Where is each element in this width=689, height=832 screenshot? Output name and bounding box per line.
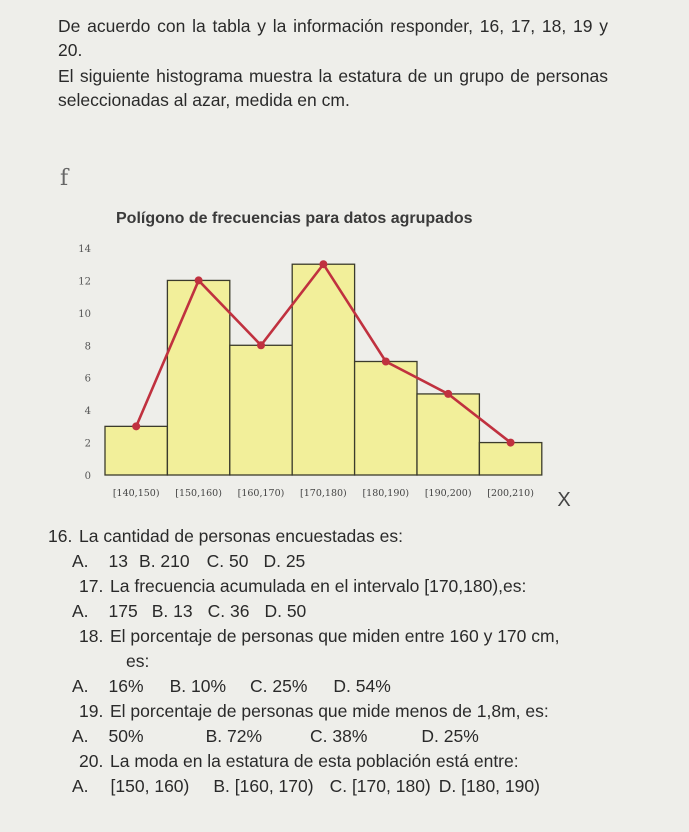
question-17	[48, 574, 648, 599]
histogram-bar	[355, 362, 417, 476]
frequency-polygon-point	[444, 390, 452, 398]
option-c: C. 36	[207, 601, 250, 621]
option-a: [150, 160)	[110, 776, 190, 796]
option-b: B. 210	[139, 551, 190, 571]
x-tick-label: [180,190)	[362, 488, 410, 499]
y-tick-label: 10	[78, 308, 91, 320]
option-b: B. 13	[151, 601, 193, 621]
question-number: 16.	[48, 526, 73, 546]
y-tick-label: 6	[84, 373, 91, 385]
intro-text	[58, 14, 608, 112]
x-tick-label: [160,170)	[237, 488, 285, 499]
option-letter-a: A.	[72, 601, 89, 621]
histogram-bar	[479, 443, 541, 475]
frequency-polygon-point	[382, 358, 390, 366]
question-20	[48, 749, 648, 774]
question-text: El porcentaje de personas que miden entre 160 y 170 cm,	[110, 626, 560, 646]
question-16-options	[48, 549, 648, 574]
question-20-options	[48, 774, 648, 799]
option-c: C. [170, 180)	[329, 776, 431, 796]
y-tick-label: 14	[78, 244, 91, 255]
question-16	[48, 524, 648, 549]
histogram-bar	[167, 280, 229, 475]
histogram-bar	[417, 394, 479, 475]
question-number: 17.	[79, 576, 104, 596]
option-d: D. 50	[264, 601, 307, 621]
question-18-continuation	[48, 649, 648, 674]
option-letter-a: A.	[72, 726, 89, 746]
question-text: La cantidad de personas encuestadas es:	[79, 526, 403, 546]
option-letter-a: A.	[72, 776, 89, 796]
option-letter-a: A.	[72, 551, 89, 571]
histogram-bar	[230, 345, 292, 475]
y-tick-label: 12	[78, 276, 91, 288]
questions-list	[48, 524, 648, 799]
question-text: La moda en la estatura de esta población está entre:	[110, 751, 519, 771]
frequency-polygon-point	[132, 422, 140, 430]
option-a: 13	[108, 551, 129, 571]
question-18	[48, 624, 648, 649]
intro-description: El siguiente histograma muestra la estatura de un grupo de personas seleccionadas al azar, medida en cm.	[58, 66, 608, 110]
frequency-polygon-point	[319, 260, 327, 268]
option-c: C. 25%	[250, 676, 308, 696]
histogram-bar	[292, 264, 354, 475]
option-b: B. 10%	[169, 676, 227, 696]
option-a: 50%	[108, 726, 144, 746]
y-axis-label: f	[60, 166, 69, 191]
frequency-polygon-point	[257, 341, 265, 349]
question-number: 19.	[79, 701, 104, 721]
option-d: D. 25%	[421, 726, 479, 746]
question-text-continued: es:	[126, 651, 150, 671]
x-tick-label: [200,210)	[487, 488, 534, 499]
frequency-polygon-point	[195, 276, 203, 284]
y-tick-label: 8	[84, 341, 91, 353]
question-number: 20.	[79, 751, 104, 771]
x-tick-label: [190,200)	[424, 488, 472, 499]
option-a: 16%	[108, 676, 144, 696]
option-c: C. 50	[206, 551, 249, 571]
frequency-polygon-point	[507, 439, 515, 447]
option-d: D. 25	[263, 551, 306, 571]
question-text: El porcentaje de personas que mide menos de 1,8m, es:	[110, 701, 549, 721]
option-b: B. 72%	[205, 726, 263, 746]
intro-instructions: De acuerdo con la tabla y la información responder, 16, 17, 18, 19 y 20.	[58, 16, 608, 60]
x-axis-label: X	[557, 489, 571, 511]
question-text: La frecuencia acumulada en el intervalo [170,180),es:	[110, 576, 527, 596]
y-tick-label: 4	[84, 406, 91, 418]
option-a: 175	[108, 601, 138, 621]
frequency-histogram-chart	[0, 230, 689, 520]
question-17-options	[48, 599, 648, 624]
x-tick-label: [170,180)	[300, 488, 347, 499]
question-19-options	[48, 724, 648, 749]
option-c: C. 38%	[310, 726, 368, 746]
x-tick-label: [150,160)	[175, 488, 222, 499]
question-18-options	[48, 674, 648, 699]
option-d: D. [180, 190)	[438, 776, 540, 796]
chart-title: Polígono de frecuencias para datos agrupados	[116, 210, 473, 227]
x-tick-label: [140,150)	[112, 488, 160, 499]
option-b: B. [160, 170)	[213, 776, 314, 796]
question-number: 18.	[79, 626, 104, 646]
option-d: D. 54%	[333, 676, 391, 696]
question-19	[48, 699, 648, 724]
option-letter-a: A.	[72, 676, 89, 696]
y-tick-label: 0	[84, 471, 91, 482]
histogram-bar	[105, 426, 167, 475]
y-tick-label: 2	[84, 438, 91, 450]
